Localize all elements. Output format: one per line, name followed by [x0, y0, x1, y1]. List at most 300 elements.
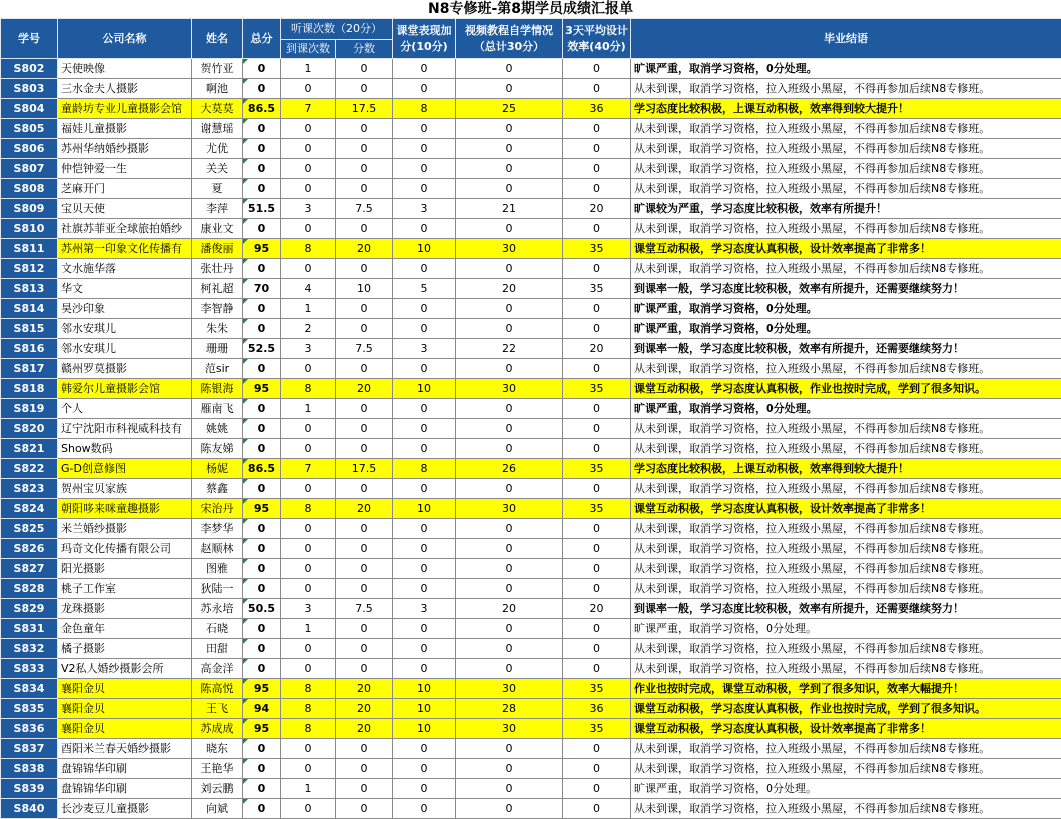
header-video[interactable]: 视频教程自学情况（总计30分）: [456, 19, 563, 59]
total-score-cell[interactable]: 50.5: [243, 599, 281, 619]
row-id-cell[interactable]: S835: [1, 699, 58, 719]
remark-cell[interactable]: 从未到课，取消学习资格，拉入班级小黑屋，不得再参加后续N8专修班。: [631, 519, 1061, 539]
company-cell[interactable]: 阳光摄影: [58, 559, 192, 579]
class-performance-cell[interactable]: 0: [393, 419, 456, 439]
class-performance-cell[interactable]: 10: [393, 239, 456, 259]
attendance-count-cell[interactable]: 1: [281, 399, 336, 419]
design-score-cell[interactable]: 36: [563, 699, 631, 719]
attendance-score-cell[interactable]: 0: [336, 59, 393, 79]
remark-cell[interactable]: 旷课严重，取消学习资格，0分处理。: [631, 779, 1061, 799]
attendance-score-cell[interactable]: 0: [336, 779, 393, 799]
company-cell[interactable]: 襄阳金贝: [58, 679, 192, 699]
class-performance-cell[interactable]: 3: [393, 199, 456, 219]
company-cell[interactable]: 天使映像: [58, 59, 192, 79]
total-score-cell[interactable]: 0: [243, 259, 281, 279]
row-id-cell[interactable]: S831: [1, 619, 58, 639]
name-cell[interactable]: 夏: [192, 179, 243, 199]
row-id-cell[interactable]: S840: [1, 799, 58, 819]
remark-cell[interactable]: 从未到课，取消学习资格，拉入班级小黑屋，不得再参加后续N8专修班。: [631, 119, 1061, 139]
name-cell[interactable]: 大莫莫: [192, 99, 243, 119]
row-id-cell[interactable]: S808: [1, 179, 58, 199]
name-cell[interactable]: 谢慧瑶: [192, 119, 243, 139]
header-remark[interactable]: 毕业结语: [631, 19, 1061, 59]
total-score-cell[interactable]: 0: [243, 299, 281, 319]
class-performance-cell[interactable]: 8: [393, 459, 456, 479]
class-performance-cell[interactable]: 0: [393, 359, 456, 379]
design-score-cell[interactable]: 35: [563, 459, 631, 479]
attendance-count-cell[interactable]: 1: [281, 779, 336, 799]
attendance-count-cell[interactable]: 0: [281, 179, 336, 199]
design-score-cell[interactable]: 0: [563, 259, 631, 279]
name-cell[interactable]: 康业文: [192, 219, 243, 239]
row-id-cell[interactable]: S806: [1, 139, 58, 159]
attendance-score-cell[interactable]: 0: [336, 159, 393, 179]
attendance-score-cell[interactable]: 20: [336, 379, 393, 399]
row-id-cell[interactable]: S826: [1, 539, 58, 559]
row-id-cell[interactable]: S822: [1, 459, 58, 479]
row-id-cell[interactable]: S839: [1, 779, 58, 799]
remark-cell[interactable]: 课堂互动积极，学习态度认真积极，设计效率提高了非常多！: [631, 499, 1061, 519]
video-score-cell[interactable]: 30: [456, 239, 563, 259]
video-score-cell[interactable]: 20: [456, 279, 563, 299]
company-cell[interactable]: 辽宁沈阳市科视威科技有: [58, 419, 192, 439]
remark-cell[interactable]: 旷课严重，取消学习资格，0分处理。: [631, 399, 1061, 419]
class-performance-cell[interactable]: 0: [393, 159, 456, 179]
row-id-cell[interactable]: S834: [1, 679, 58, 699]
video-score-cell[interactable]: 0: [456, 659, 563, 679]
company-cell[interactable]: 邻水安琪儿: [58, 319, 192, 339]
total-score-cell[interactable]: 0: [243, 559, 281, 579]
row-id-cell[interactable]: S827: [1, 559, 58, 579]
company-cell[interactable]: 金色童年: [58, 619, 192, 639]
class-performance-cell[interactable]: 0: [393, 559, 456, 579]
total-score-cell[interactable]: 0: [243, 179, 281, 199]
attendance-score-cell[interactable]: 0: [336, 739, 393, 759]
row-id-cell[interactable]: S812: [1, 259, 58, 279]
design-score-cell[interactable]: 0: [563, 779, 631, 799]
header-total[interactable]: 总分: [243, 19, 281, 59]
design-score-cell[interactable]: 0: [563, 759, 631, 779]
design-score-cell[interactable]: 20: [563, 199, 631, 219]
name-cell[interactable]: 赵顺林: [192, 539, 243, 559]
attendance-count-cell[interactable]: 0: [281, 359, 336, 379]
design-score-cell[interactable]: 0: [563, 639, 631, 659]
attendance-score-cell[interactable]: 20: [336, 699, 393, 719]
class-performance-cell[interactable]: 8: [393, 99, 456, 119]
attendance-count-cell[interactable]: 8: [281, 379, 336, 399]
row-id-cell[interactable]: S804: [1, 99, 58, 119]
company-cell[interactable]: 宝贝天使: [58, 199, 192, 219]
total-score-cell[interactable]: 86.5: [243, 99, 281, 119]
row-id-cell[interactable]: S811: [1, 239, 58, 259]
attendance-count-cell[interactable]: 0: [281, 519, 336, 539]
name-cell[interactable]: 陈银海: [192, 379, 243, 399]
class-performance-cell[interactable]: 10: [393, 379, 456, 399]
video-score-cell[interactable]: 30: [456, 499, 563, 519]
row-id-cell[interactable]: S816: [1, 339, 58, 359]
class-performance-cell[interactable]: 0: [393, 439, 456, 459]
remark-cell[interactable]: 从未到课，取消学习资格，拉入班级小黑屋，不得再参加后续N8专修班。: [631, 179, 1061, 199]
class-performance-cell[interactable]: 0: [393, 799, 456, 819]
design-score-cell[interactable]: 0: [563, 659, 631, 679]
attendance-score-cell[interactable]: 0: [336, 119, 393, 139]
total-score-cell[interactable]: 0: [243, 519, 281, 539]
row-id-cell[interactable]: S814: [1, 299, 58, 319]
total-score-cell[interactable]: 0: [243, 759, 281, 779]
company-cell[interactable]: 襄阳金贝: [58, 699, 192, 719]
attendance-score-cell[interactable]: 7.5: [336, 339, 393, 359]
class-performance-cell[interactable]: 0: [393, 479, 456, 499]
class-performance-cell[interactable]: 3: [393, 599, 456, 619]
attendance-score-cell[interactable]: 0: [336, 619, 393, 639]
video-score-cell[interactable]: 0: [456, 319, 563, 339]
row-id-cell[interactable]: S823: [1, 479, 58, 499]
total-score-cell[interactable]: 0: [243, 479, 281, 499]
row-id-cell[interactable]: S819: [1, 399, 58, 419]
name-cell[interactable]: 陈高悦: [192, 679, 243, 699]
video-score-cell[interactable]: 28: [456, 699, 563, 719]
video-score-cell[interactable]: 0: [456, 259, 563, 279]
name-cell[interactable]: 田甜: [192, 639, 243, 659]
remark-cell[interactable]: 从未到课，取消学习资格，拉入班级小黑屋，不得再参加后续N8专修班。: [631, 439, 1061, 459]
class-performance-cell[interactable]: 0: [393, 619, 456, 639]
company-cell[interactable]: 华文: [58, 279, 192, 299]
total-score-cell[interactable]: 86.5: [243, 459, 281, 479]
attendance-count-cell[interactable]: 0: [281, 539, 336, 559]
attendance-count-cell[interactable]: 7: [281, 99, 336, 119]
class-performance-cell[interactable]: 5: [393, 279, 456, 299]
remark-cell[interactable]: 从未到课，取消学习资格，拉入班级小黑屋，不得再参加后续N8专修班。: [631, 359, 1061, 379]
name-cell[interactable]: 苏永培: [192, 599, 243, 619]
row-id-cell[interactable]: S836: [1, 719, 58, 739]
header-attendance-score[interactable]: 分数: [336, 40, 393, 59]
video-score-cell[interactable]: 0: [456, 439, 563, 459]
design-score-cell[interactable]: 0: [563, 79, 631, 99]
row-id-cell[interactable]: S802: [1, 59, 58, 79]
company-cell[interactable]: 贺州宝贝家族: [58, 479, 192, 499]
design-score-cell[interactable]: 0: [563, 219, 631, 239]
attendance-score-cell[interactable]: 20: [336, 719, 393, 739]
name-cell[interactable]: 王艳华: [192, 759, 243, 779]
name-cell[interactable]: 张壮丹: [192, 259, 243, 279]
video-score-cell[interactable]: 0: [456, 419, 563, 439]
row-id-cell[interactable]: S837: [1, 739, 58, 759]
video-score-cell[interactable]: 0: [456, 59, 563, 79]
company-cell[interactable]: 个人: [58, 399, 192, 419]
attendance-score-cell[interactable]: 0: [336, 639, 393, 659]
total-score-cell[interactable]: 0: [243, 419, 281, 439]
name-cell[interactable]: 李梦华: [192, 519, 243, 539]
remark-cell[interactable]: 从未到课，取消学习资格，拉入班级小黑屋，不得再参加后续N8专修班。: [631, 559, 1061, 579]
company-cell[interactable]: 盘锦锦华印刷: [58, 759, 192, 779]
row-id-cell[interactable]: S809: [1, 199, 58, 219]
attendance-score-cell[interactable]: 0: [336, 179, 393, 199]
row-id-cell[interactable]: S818: [1, 379, 58, 399]
video-score-cell[interactable]: 0: [456, 619, 563, 639]
remark-cell[interactable]: 从未到课，取消学习资格，拉入班级小黑屋，不得再参加后续N8专修班。: [631, 639, 1061, 659]
video-score-cell[interactable]: 22: [456, 339, 563, 359]
attendance-count-cell[interactable]: 0: [281, 419, 336, 439]
attendance-count-cell[interactable]: 7: [281, 459, 336, 479]
class-performance-cell[interactable]: 0: [393, 639, 456, 659]
name-cell[interactable]: 潘俊丽: [192, 239, 243, 259]
total-score-cell[interactable]: 0: [243, 319, 281, 339]
total-score-cell[interactable]: 0: [243, 779, 281, 799]
name-cell[interactable]: 雁南飞: [192, 399, 243, 419]
attendance-score-cell[interactable]: 20: [336, 679, 393, 699]
remark-cell[interactable]: 从未到课，取消学习资格，拉入班级小黑屋，不得再参加后续N8专修班。: [631, 739, 1061, 759]
attendance-count-cell[interactable]: 0: [281, 559, 336, 579]
name-cell[interactable]: 狄陆一: [192, 579, 243, 599]
name-cell[interactable]: 图雅: [192, 559, 243, 579]
header-id[interactable]: 学号: [1, 19, 58, 59]
attendance-count-cell[interactable]: 0: [281, 759, 336, 779]
company-cell[interactable]: 赣州罗莫摄影: [58, 359, 192, 379]
attendance-score-cell[interactable]: 17.5: [336, 459, 393, 479]
design-score-cell[interactable]: 0: [563, 159, 631, 179]
total-score-cell[interactable]: 95: [243, 679, 281, 699]
design-score-cell[interactable]: 35: [563, 679, 631, 699]
attendance-score-cell[interactable]: 7.5: [336, 199, 393, 219]
name-cell[interactable]: 珊珊: [192, 339, 243, 359]
name-cell[interactable]: 杨妮: [192, 459, 243, 479]
class-performance-cell[interactable]: 0: [393, 59, 456, 79]
company-cell[interactable]: 米兰婚纱摄影: [58, 519, 192, 539]
total-score-cell[interactable]: 0: [243, 159, 281, 179]
row-id-cell[interactable]: S807: [1, 159, 58, 179]
name-cell[interactable]: 范sir: [192, 359, 243, 379]
row-id-cell[interactable]: S824: [1, 499, 58, 519]
attendance-count-cell[interactable]: 8: [281, 719, 336, 739]
name-cell[interactable]: 陈友娣: [192, 439, 243, 459]
remark-cell[interactable]: 从未到课，取消学习资格，拉入班级小黑屋，不得再参加后续N8专修班。: [631, 799, 1061, 819]
company-cell[interactable]: 苏州华纳婚纱摄影: [58, 139, 192, 159]
company-cell[interactable]: 盘锦锦华印刷: [58, 779, 192, 799]
video-score-cell[interactable]: 20: [456, 599, 563, 619]
design-score-cell[interactable]: 0: [563, 619, 631, 639]
name-cell[interactable]: 刘云鹏: [192, 779, 243, 799]
total-score-cell[interactable]: 0: [243, 739, 281, 759]
attendance-score-cell[interactable]: 0: [336, 259, 393, 279]
attendance-count-cell[interactable]: 4: [281, 279, 336, 299]
company-cell[interactable]: 酉阳米兰春天婚纱摄影: [58, 739, 192, 759]
attendance-count-cell[interactable]: 0: [281, 79, 336, 99]
remark-cell[interactable]: 从未到课，取消学习资格，拉入班级小黑屋，不得再参加后续N8专修班。: [631, 219, 1061, 239]
video-score-cell[interactable]: 0: [456, 159, 563, 179]
total-score-cell[interactable]: 0: [243, 579, 281, 599]
remark-cell[interactable]: 从未到课，取消学习资格，拉入班级小黑屋，不得再参加后续N8专修班。: [631, 159, 1061, 179]
header-company[interactable]: 公司名称: [58, 19, 192, 59]
total-score-cell[interactable]: 0: [243, 439, 281, 459]
company-cell[interactable]: Show数码: [58, 439, 192, 459]
design-score-cell[interactable]: 0: [563, 179, 631, 199]
name-cell[interactable]: 晓东: [192, 739, 243, 759]
attendance-count-cell[interactable]: 1: [281, 619, 336, 639]
name-cell[interactable]: 王飞: [192, 699, 243, 719]
class-performance-cell[interactable]: 0: [393, 399, 456, 419]
company-cell[interactable]: 社旗苏菲亚全球旅拍婚纱: [58, 219, 192, 239]
company-cell[interactable]: 芝麻开门: [58, 179, 192, 199]
class-performance-cell[interactable]: 0: [393, 219, 456, 239]
total-score-cell[interactable]: 0: [243, 539, 281, 559]
design-score-cell[interactable]: 0: [563, 319, 631, 339]
design-score-cell[interactable]: 36: [563, 99, 631, 119]
design-score-cell[interactable]: 0: [563, 399, 631, 419]
video-score-cell[interactable]: 0: [456, 519, 563, 539]
video-score-cell[interactable]: 0: [456, 739, 563, 759]
attendance-score-cell[interactable]: 0: [336, 559, 393, 579]
video-score-cell[interactable]: 0: [456, 119, 563, 139]
remark-cell[interactable]: 到课率一般，学习态度比较积极，效率有所提升，还需要继续努力！: [631, 599, 1061, 619]
name-cell[interactable]: 石晓: [192, 619, 243, 639]
attendance-count-cell[interactable]: 0: [281, 579, 336, 599]
video-score-cell[interactable]: 0: [456, 479, 563, 499]
design-score-cell[interactable]: 0: [563, 139, 631, 159]
design-score-cell[interactable]: 0: [563, 539, 631, 559]
design-score-cell[interactable]: 0: [563, 519, 631, 539]
attendance-score-cell[interactable]: 0: [336, 479, 393, 499]
attendance-score-cell[interactable]: 0: [336, 759, 393, 779]
name-cell[interactable]: 贺竹亚: [192, 59, 243, 79]
video-score-cell[interactable]: 0: [456, 139, 563, 159]
attendance-count-cell[interactable]: 0: [281, 439, 336, 459]
class-performance-cell[interactable]: 0: [393, 739, 456, 759]
video-score-cell[interactable]: 0: [456, 359, 563, 379]
attendance-count-cell[interactable]: 0: [281, 479, 336, 499]
attendance-count-cell[interactable]: 0: [281, 139, 336, 159]
attendance-count-cell[interactable]: 8: [281, 679, 336, 699]
class-performance-cell[interactable]: 0: [393, 139, 456, 159]
remark-cell[interactable]: 从未到课，取消学习资格，拉入班级小黑屋，不得再参加后续N8专修班。: [631, 419, 1061, 439]
attendance-count-cell[interactable]: 0: [281, 159, 336, 179]
row-id-cell[interactable]: S810: [1, 219, 58, 239]
total-score-cell[interactable]: 94: [243, 699, 281, 719]
attendance-count-cell[interactable]: 3: [281, 339, 336, 359]
remark-cell[interactable]: 到课率一般，学习态度比较积极，效率有所提升，还需要继续努力！: [631, 339, 1061, 359]
class-performance-cell[interactable]: 10: [393, 499, 456, 519]
design-score-cell[interactable]: 35: [563, 379, 631, 399]
design-score-cell[interactable]: 0: [563, 799, 631, 819]
remark-cell[interactable]: 课堂互动积极，学习态度认真积极，设计效率提高了非常多！: [631, 719, 1061, 739]
attendance-count-cell[interactable]: 1: [281, 299, 336, 319]
remark-cell[interactable]: 从未到课，取消学习资格，拉入班级小黑屋，不得再参加后续N8专修班。: [631, 139, 1061, 159]
company-cell[interactable]: 朝阳哆来咪童趣摄影: [58, 499, 192, 519]
company-cell[interactable]: 橘子摄影: [58, 639, 192, 659]
design-score-cell[interactable]: 35: [563, 719, 631, 739]
attendance-score-cell[interactable]: 0: [336, 539, 393, 559]
remark-cell[interactable]: 课堂互动积极，学习态度认真积极，作业也按时完成，学到了很多知识。: [631, 379, 1061, 399]
attendance-count-cell[interactable]: 3: [281, 199, 336, 219]
total-score-cell[interactable]: 0: [243, 139, 281, 159]
attendance-score-cell[interactable]: 0: [336, 439, 393, 459]
attendance-score-cell[interactable]: 0: [336, 299, 393, 319]
attendance-score-cell[interactable]: 0: [336, 419, 393, 439]
class-performance-cell[interactable]: 0: [393, 259, 456, 279]
attendance-score-cell[interactable]: 7.5: [336, 599, 393, 619]
class-performance-cell[interactable]: 0: [393, 779, 456, 799]
attendance-score-cell[interactable]: 0: [336, 359, 393, 379]
name-cell[interactable]: 姚姚: [192, 419, 243, 439]
total-score-cell[interactable]: 51.5: [243, 199, 281, 219]
row-id-cell[interactable]: S813: [1, 279, 58, 299]
total-score-cell[interactable]: 0: [243, 619, 281, 639]
attendance-score-cell[interactable]: 0: [336, 319, 393, 339]
class-performance-cell[interactable]: 0: [393, 579, 456, 599]
attendance-score-cell[interactable]: 0: [336, 659, 393, 679]
name-cell[interactable]: 关关: [192, 159, 243, 179]
total-score-cell[interactable]: 0: [243, 79, 281, 99]
design-score-cell[interactable]: 0: [563, 559, 631, 579]
name-cell[interactable]: 啊池: [192, 79, 243, 99]
company-cell[interactable]: 三水金夫人摄影: [58, 79, 192, 99]
design-score-cell[interactable]: 0: [563, 299, 631, 319]
header-name[interactable]: 姓名: [192, 19, 243, 59]
company-cell[interactable]: 童龄坊专业儿童摄影会馆: [58, 99, 192, 119]
video-score-cell[interactable]: 0: [456, 639, 563, 659]
attendance-score-cell[interactable]: 0: [336, 79, 393, 99]
remark-cell[interactable]: 课堂互动积极，学习态度认真积极，设计效率提高了非常多！: [631, 239, 1061, 259]
video-score-cell[interactable]: 21: [456, 199, 563, 219]
attendance-count-cell[interactable]: 0: [281, 659, 336, 679]
attendance-count-cell[interactable]: 0: [281, 219, 336, 239]
total-score-cell[interactable]: 70: [243, 279, 281, 299]
attendance-count-cell[interactable]: 0: [281, 799, 336, 819]
remark-cell[interactable]: 从未到课，取消学习资格，拉入班级小黑屋，不得再参加后续N8专修班。: [631, 759, 1061, 779]
company-cell[interactable]: 襄阳金贝: [58, 719, 192, 739]
total-score-cell[interactable]: 95: [243, 499, 281, 519]
video-score-cell[interactable]: 30: [456, 719, 563, 739]
design-score-cell[interactable]: 0: [563, 419, 631, 439]
video-score-cell[interactable]: 0: [456, 299, 563, 319]
total-score-cell[interactable]: 95: [243, 239, 281, 259]
attendance-score-cell[interactable]: 0: [336, 139, 393, 159]
company-cell[interactable]: V2私人婚纱摄影会所: [58, 659, 192, 679]
total-score-cell[interactable]: 52.5: [243, 339, 281, 359]
attendance-score-cell[interactable]: 17.5: [336, 99, 393, 119]
total-score-cell[interactable]: 0: [243, 119, 281, 139]
company-cell[interactable]: 仲恺钟爱一生: [58, 159, 192, 179]
design-score-cell[interactable]: 20: [563, 339, 631, 359]
remark-cell[interactable]: 从未到课，取消学习资格，拉入班级小黑屋，不得再参加后续N8专修班。: [631, 539, 1061, 559]
company-cell[interactable]: 韩爱尔儿童摄影会馆: [58, 379, 192, 399]
total-score-cell[interactable]: 0: [243, 799, 281, 819]
company-cell[interactable]: 文水施华落: [58, 259, 192, 279]
attendance-score-cell[interactable]: 20: [336, 239, 393, 259]
class-performance-cell[interactable]: 0: [393, 659, 456, 679]
class-performance-cell[interactable]: 0: [393, 759, 456, 779]
row-id-cell[interactable]: S838: [1, 759, 58, 779]
header-attendance-count[interactable]: 到课次数: [281, 40, 336, 59]
total-score-cell[interactable]: 0: [243, 219, 281, 239]
remark-cell[interactable]: 旷课严重，取消学习资格，0分处理。: [631, 319, 1061, 339]
design-score-cell[interactable]: 0: [563, 119, 631, 139]
video-score-cell[interactable]: 0: [456, 579, 563, 599]
row-id-cell[interactable]: S821: [1, 439, 58, 459]
video-score-cell[interactable]: 30: [456, 679, 563, 699]
video-score-cell[interactable]: 0: [456, 759, 563, 779]
class-performance-cell[interactable]: 0: [393, 119, 456, 139]
remark-cell[interactable]: 到课率一般，学习态度比较积极，效率有所提升，还需要继续努力！: [631, 279, 1061, 299]
class-performance-cell[interactable]: 10: [393, 719, 456, 739]
attendance-score-cell[interactable]: 0: [336, 219, 393, 239]
remark-cell[interactable]: 从未到课，取消学习资格，拉入班级小黑屋，不得再参加后续N8专修班。: [631, 479, 1061, 499]
video-score-cell[interactable]: 26: [456, 459, 563, 479]
video-score-cell[interactable]: 0: [456, 179, 563, 199]
company-cell[interactable]: 玛奇文化传播有限公司: [58, 539, 192, 559]
design-score-cell[interactable]: 0: [563, 359, 631, 379]
row-id-cell[interactable]: S820: [1, 419, 58, 439]
row-id-cell[interactable]: S832: [1, 639, 58, 659]
